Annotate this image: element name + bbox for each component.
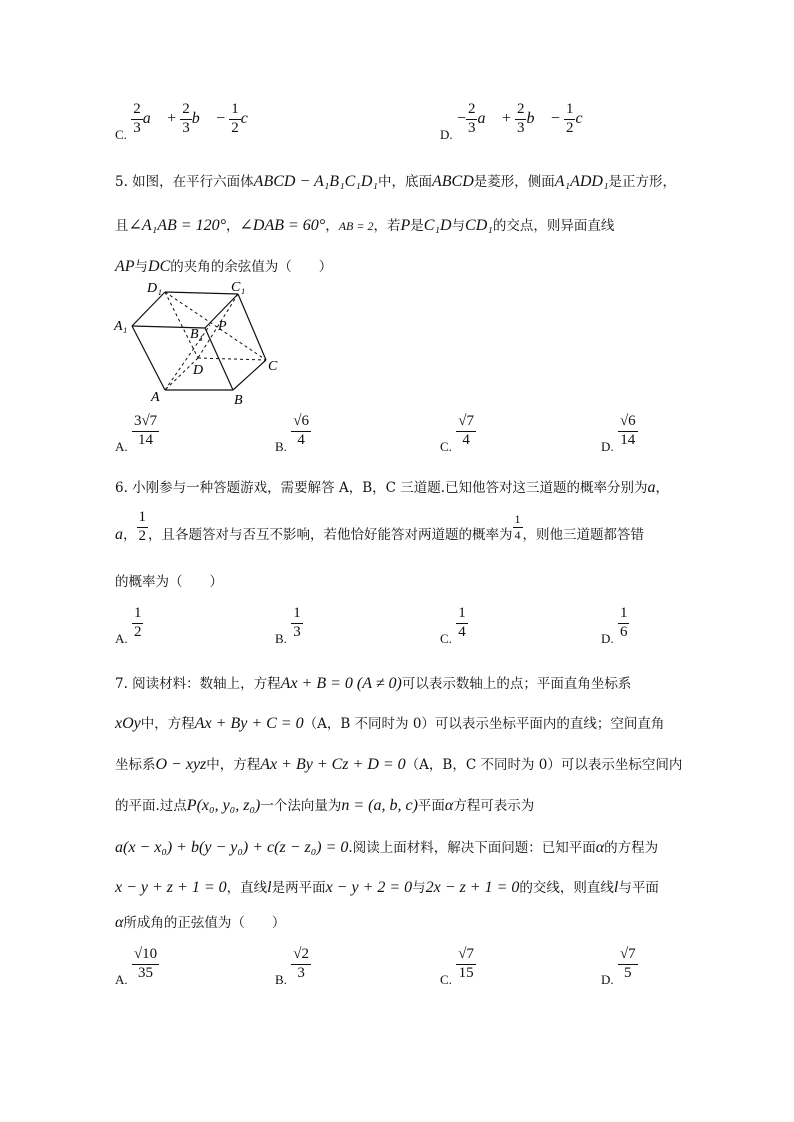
math: l (267, 879, 272, 896)
text: 所成角的正弦值为（ ） (123, 915, 286, 931)
q4-option-c: C. $\frac{2}{3}$ a⃗ + $\frac{2}{3}$ b⃗ − $\frac{1}{2}$ c⃗ (115, 101, 261, 142)
q6-option-b (275, 605, 303, 646)
option-label: D. (601, 438, 614, 454)
fraction: $\frac{2}{3}$ (133, 101, 141, 136)
q7-option-c (440, 946, 476, 987)
fraction: $\frac{1}{2}$ (231, 101, 239, 136)
math: P(x₀, y₀, z₀) (186, 797, 261, 814)
label-b1: B₁ (190, 327, 204, 342)
text: 与 (451, 218, 466, 234)
fraction: $\frac{√10}{35}$ (133, 946, 158, 981)
fraction: $\frac{1}{2}$ (138, 509, 146, 544)
text: 方程可表示为 (453, 798, 535, 814)
q6-line1: 6. 小刚参与一种答题游戏，需要解答 A，B，C 三道题.已知他答对这三道题的概率分别为a， (115, 479, 670, 496)
text: 中，方程 (140, 716, 195, 732)
label-b: B (234, 393, 243, 408)
math: n = (a, b, c) (341, 797, 418, 814)
math: α (595, 839, 605, 856)
math: a (647, 479, 656, 496)
text: 坐标系 (115, 757, 156, 773)
option-label: C. (440, 630, 452, 646)
q5-option-a (115, 413, 159, 454)
text: ，直线 (226, 880, 268, 896)
fraction: $\frac{1}{4}$ (458, 605, 466, 640)
option-label: D. (601, 971, 614, 987)
label-d1: D₁ (147, 281, 162, 296)
option-label: B. (275, 630, 287, 646)
fraction: $\frac{√6}{14}$ (619, 413, 636, 448)
text: 与 (134, 259, 149, 275)
text: 是菱形，侧面 (473, 174, 555, 190)
text: .阅读上面材料，解决下面问题：已知平面 (348, 840, 596, 856)
fraction: $\frac{1}{3}$ (293, 605, 301, 640)
option-label: D. (601, 630, 614, 646)
q6-line2: a， $\frac{1}{2}$ ，且各题答对与否互不影响，若他恰好能答对两道题的概率为 $\frac{1}{4}$ ，则他三道题都答错 (115, 509, 644, 544)
math: P (400, 217, 411, 234)
q7-line7 (115, 911, 285, 932)
q7-line3 (115, 753, 682, 774)
fraction: $\frac{√7}{4}$ (458, 413, 474, 448)
q6-option-c (440, 605, 468, 646)
fraction: $\frac{3√7}{14}$ (133, 413, 158, 448)
q7-option-a (115, 946, 159, 987)
q5-option-d (601, 413, 638, 454)
text: 与平面 (618, 880, 659, 896)
math: AB = 2 (338, 219, 374, 233)
math: Ax + B = 0 (A ≠ 0) (280, 675, 402, 692)
text: 的平面.过点 (115, 798, 187, 814)
fraction: $\frac{√7}{15}$ (458, 946, 474, 981)
math: x − y + 2 = 0 (325, 879, 413, 896)
text: 5. 如图，在平行六面体 (115, 174, 254, 190)
edge (233, 360, 266, 390)
math: C₁D (423, 217, 452, 234)
option-label: A. (115, 630, 128, 646)
math: A₁ADD₁ (554, 173, 609, 190)
math: ABCD (431, 173, 474, 190)
math: CD₁ (465, 217, 493, 234)
math: Ax + By + Cz + D = 0 (260, 756, 406, 773)
label-c1: C₁ (231, 280, 246, 295)
text: 7. 阅读材料：数轴上，方程 (115, 676, 281, 692)
math: α (115, 914, 124, 931)
q5-line3 (115, 255, 332, 276)
math: AP (115, 258, 135, 275)
math: l (613, 879, 619, 896)
fraction: $\frac{√7}{5}$ (619, 946, 636, 981)
math: ∠A₁AB = 120° (128, 217, 226, 234)
edge (132, 292, 165, 326)
q7-option-b (275, 946, 311, 987)
text: ，且各题答对与否互不影响，若他恰好能答对两道题的概率为 (148, 526, 513, 543)
option-label: C. (440, 438, 452, 454)
math: Ax + By + C = 0 (194, 715, 304, 732)
math: α (444, 797, 454, 814)
math: a (115, 525, 123, 543)
text: 的概率为（ ） (115, 574, 223, 590)
text: （A，B 不同时为 0）可以表示坐标平面内的直线；空间直角 (303, 716, 665, 732)
q5-line2: 且∠A₁AB = 120°，∠DAB = 60°，AB = 2，若P是C₁D与CD₁的交点，则异面直线 (115, 217, 615, 234)
fraction: $\frac{1}{2}$ (133, 605, 142, 640)
text: 且 (115, 218, 129, 234)
text: 6. 小刚参与一种答题游戏，需要解答 A，B，C 三道题.已知他答对这三道题的概率分别为 (115, 480, 648, 496)
math: DC (148, 258, 171, 275)
q6-option-a (115, 605, 143, 646)
text: ，若 (373, 218, 401, 234)
q5-option-b (275, 413, 311, 454)
text: 一个法向量为 (260, 798, 342, 814)
hidden-edge (165, 292, 198, 358)
option-label: C. (115, 126, 127, 142)
label-d: D (193, 363, 204, 378)
text: （A，B，C 不同时为 0）可以表示坐标空间内 (405, 757, 683, 773)
fraction: $\frac{2}{3}$ (182, 101, 190, 136)
parallelepiped-figure (110, 280, 290, 410)
math: a(x − x₀) + b(y − y₀) + c(z − z₀) = 0 (115, 839, 349, 856)
fraction: $\frac{1}{6}$ (619, 605, 628, 640)
math: 2x − z + 1 = 0 (425, 879, 520, 896)
q5-option-c (440, 413, 476, 454)
option-label: B. (275, 438, 287, 454)
label-p: P (218, 319, 227, 334)
fraction: $\frac{2}{3}$ (467, 101, 476, 136)
text: 的交线，则直线 (519, 880, 614, 896)
option-label: B. (275, 971, 287, 987)
math: ABCD − A₁B₁C₁D₁ (253, 173, 378, 190)
text: 是 (410, 218, 424, 234)
math: xOy (115, 715, 141, 732)
q7-line2 (115, 712, 664, 733)
text: 平面 (417, 798, 445, 814)
fraction: $\frac{√2}{3}$ (293, 946, 309, 981)
text: 是两平面 (271, 880, 326, 896)
text: 是正方形， (608, 174, 677, 190)
fraction: $\frac{1}{2}$ (565, 101, 574, 136)
label-a: A (151, 390, 160, 405)
math: O − xyz (155, 756, 207, 773)
q7-line1 (115, 672, 631, 693)
text: 可以表示数轴上的点；平面直角坐标系 (401, 676, 632, 692)
q7-line6 (115, 876, 659, 897)
text: 中，底面 (377, 174, 432, 190)
label-a1: A₁ (114, 319, 128, 334)
text: 与 (412, 880, 426, 896)
q4-option-d: D. − $\frac{2}{3}$ a⃗ + $\frac{2}{3}$ b⃗ − $\frac{1}{2}$ c⃗ (440, 101, 595, 142)
text: 的交点，则异面直线 (492, 218, 615, 234)
text: 的方程为 (604, 840, 659, 856)
q5-line1 (115, 170, 676, 191)
text: ，则他三道题都答错 (522, 526, 644, 543)
option-label: C. (440, 971, 452, 987)
text: 的夹角的余弦值为（ ） (170, 259, 333, 275)
edge (132, 326, 165, 390)
hidden-edge (198, 358, 266, 360)
q7-line4 (115, 794, 534, 815)
fraction: $\frac{1}{4}$ (514, 512, 521, 542)
option-label: A. (115, 438, 128, 454)
label-c: C (268, 359, 278, 374)
q6-line3 (115, 570, 223, 590)
q7-line5 (115, 836, 658, 857)
fraction: $\frac{2}{3}$ (516, 101, 525, 136)
option-label: D. (440, 126, 453, 142)
math: ∠DAB = 60° (239, 217, 326, 234)
math: x − y + z + 1 = 0 (115, 879, 227, 896)
edge (165, 292, 238, 294)
q6-option-d (601, 605, 629, 646)
fraction: $\frac{√6}{4}$ (293, 413, 309, 448)
text: 中，方程 (206, 757, 261, 773)
option-label: A. (115, 971, 128, 987)
q7-option-d (601, 946, 638, 987)
